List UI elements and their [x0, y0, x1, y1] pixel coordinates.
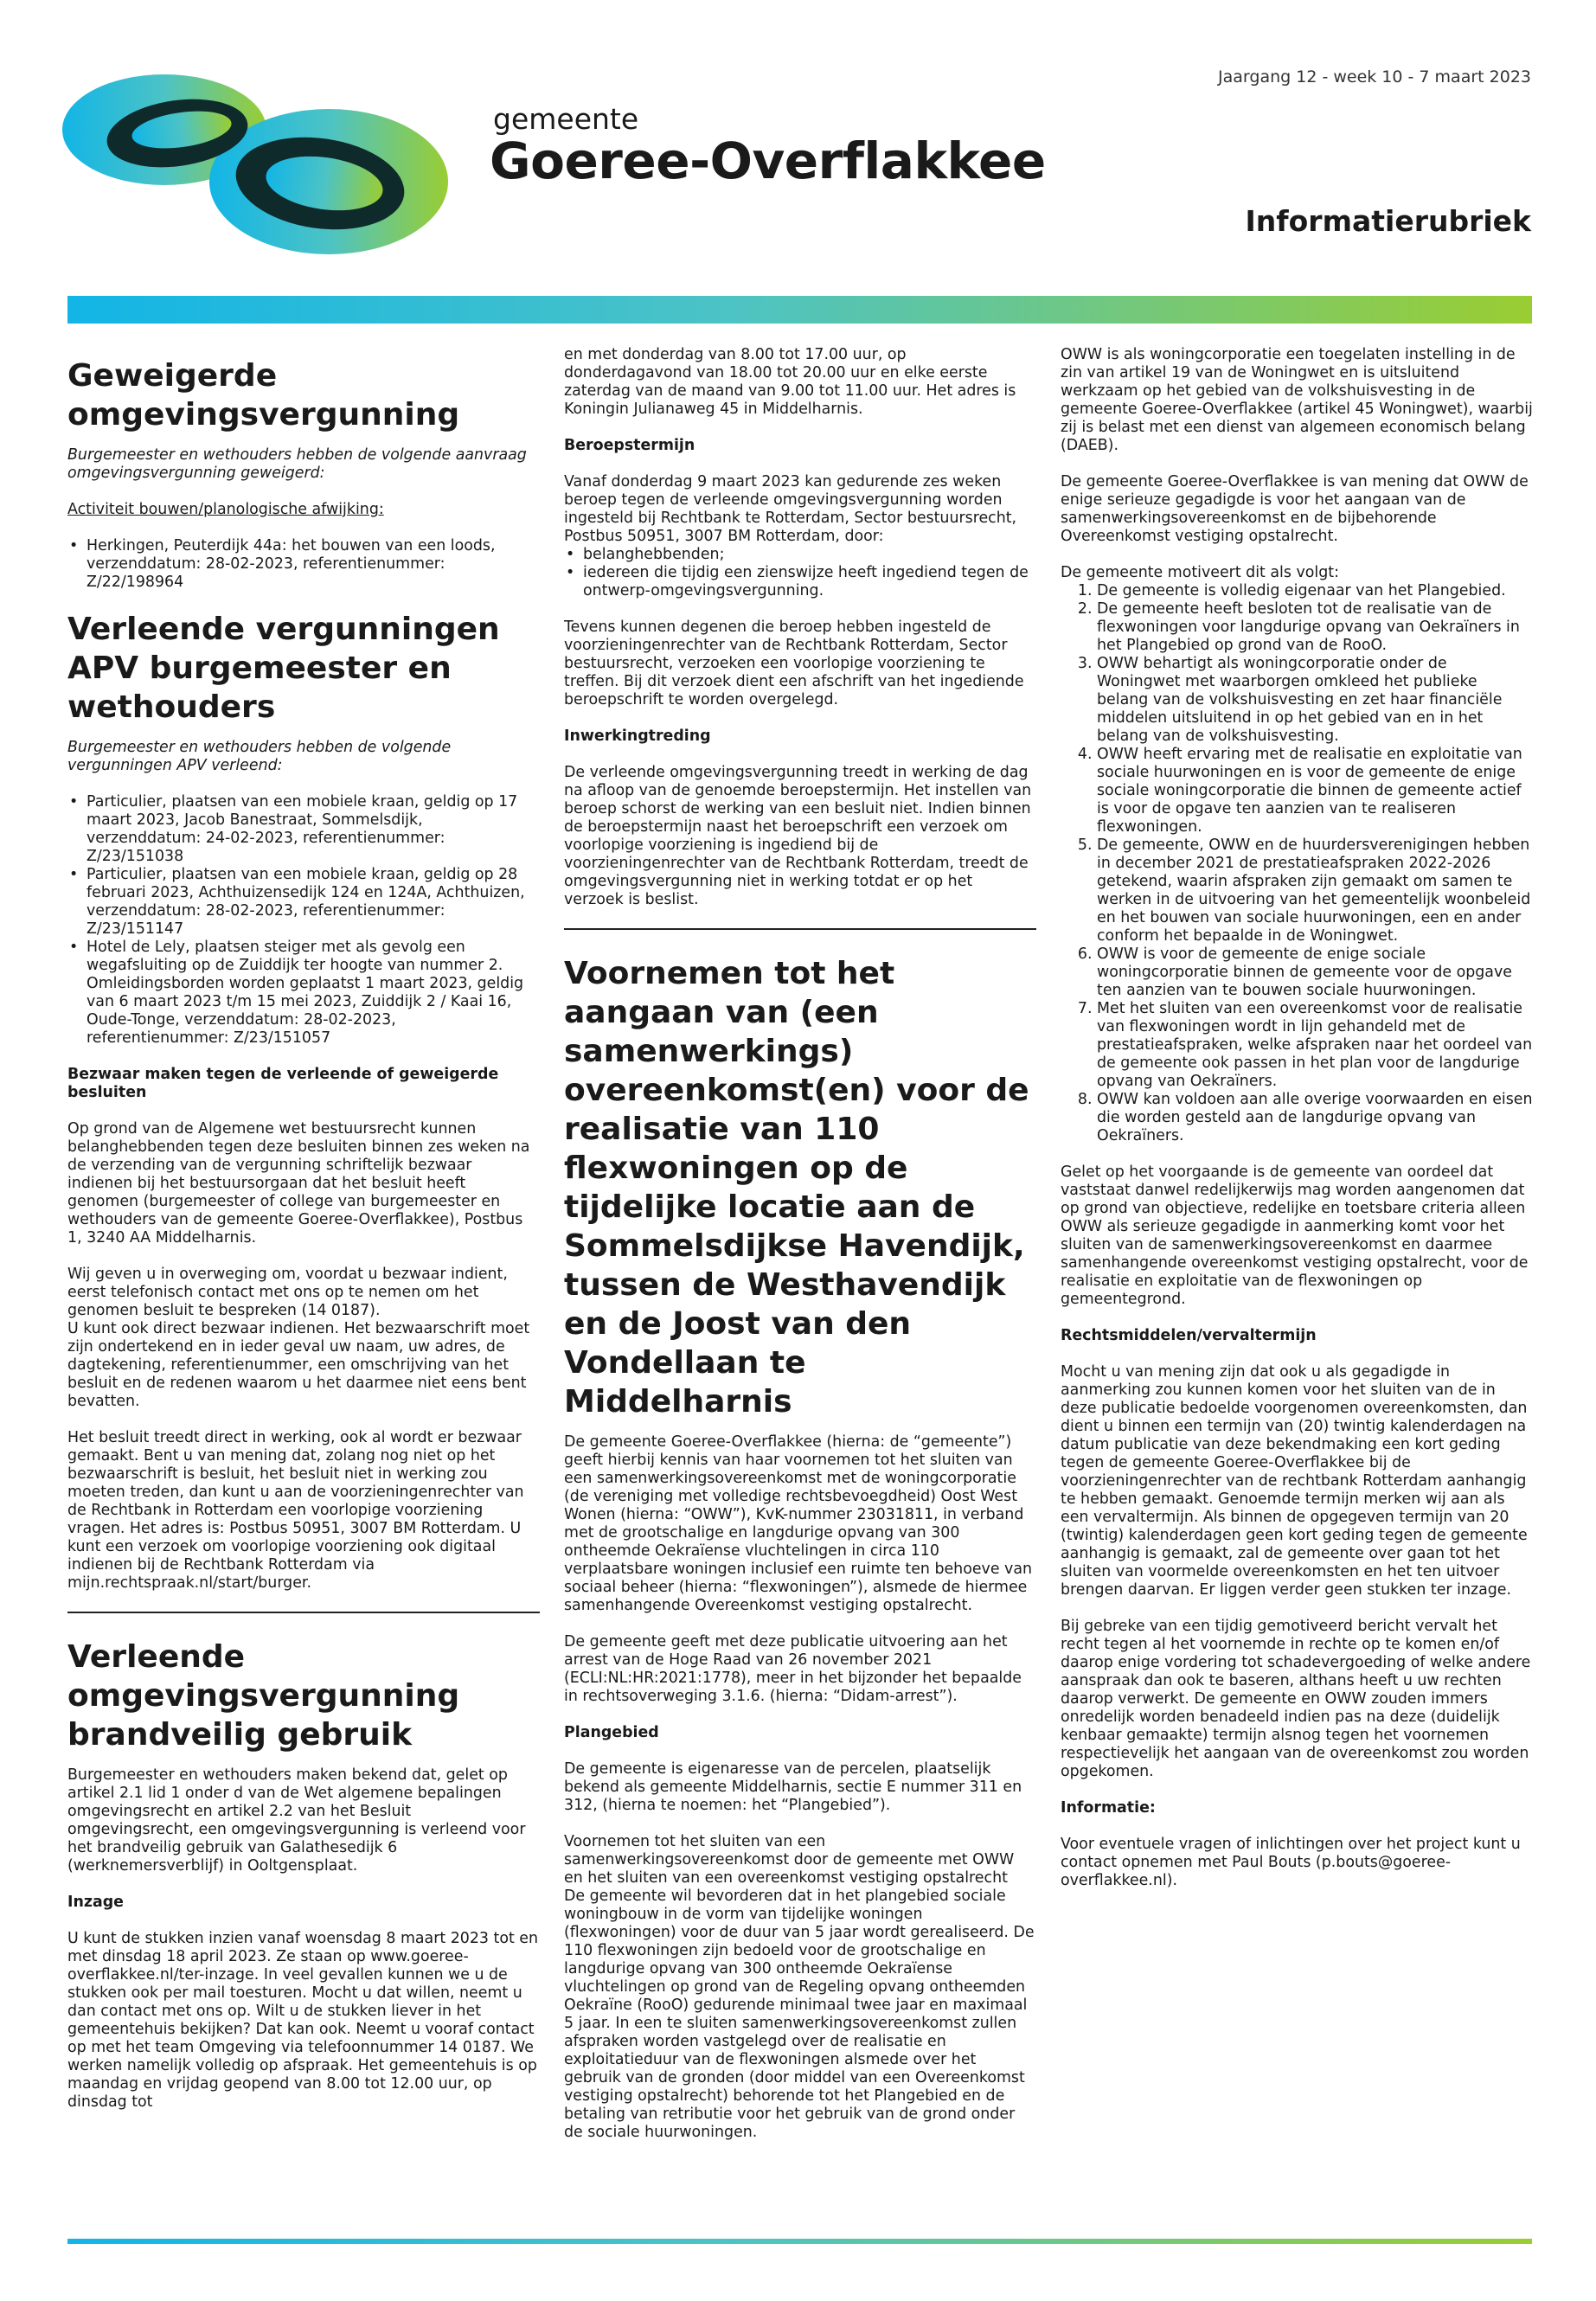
list-item: 3. OWW behartigt als woningcorporatie onder de Woningwet met waarborgen omkleed het publieke belang van de volkshuisvesting en zet haar financiële middelen uitsluitend in op het gebied van en in het belang van de volkshuisvesting.	[1097, 655, 1533, 746]
paragraph: Voor eventuele vragen of inlichtingen over het project kunt u contact opnemen met Paul Bouts (p.bouts@goeree-overflakkee.nl).	[1061, 1836, 1521, 1889]
paragraph: De gemeente motiveert dit als volgt:	[1061, 564, 1339, 581]
paragraph: Wij geven u in overweging om, voordat u bezwaar indient, eerst telefonisch contact met ons op te nemen om het genomen besluit te bespreken (14 0187).	[67, 1266, 508, 1319]
paragraph: Mocht u van mening zijn dat ook u als gegadigde in aanmerking zou kunnen komen voor het sluiten van de in deze publicatie bedoelde voorgenomen overeenkomsten, dan dient u binnen een termijn van (20) twintig kalenderdagen na datum publicatie van deze bekendmaking een kort geding tegen de gemeente Goeree-Overflakkee bij de voorzieningenrechter van de rechtbank Rotterdam aanhangig te hebben gemaakt. Genoemde termijn merken wij aan als een vervaltermijn. Als binnen de opgegeven termijn van 20 (twintig) kalenderdagen geen kort geding tegen de gemeente aanhangig is gemaakt, zal de gemeente over gaan tot het sluiten van voormelde overeenkomsten en het ten uitvoer brengen daarvan. Er liggen verder geen stukken ter inzage.	[1061, 1363, 1528, 1599]
brand-prefix: gemeente	[493, 102, 639, 136]
paragraph: U kunt de stukken inzien vanaf woensdag 8 maart 2023 tot en met dinsdag 18 april 2023. Ze staan op www.goeree-overflakkee.nl/ter-inzage. In veel gevallen kunnen we u de stukken ook per mail toesturen. Mocht u dat willen, neemt u dan contact met ons op. Wilt u de stukken liever in het gemeentehuis bekijken? Dat kan ook. Neemt u vooraf contact op met het team Omgeving via telefoonnummer 14 0187. We werken namelijk volledig op afspraak. Het gemeentehuis is op maandag en vrijdag geopend van 8.00 tot 12.00 uur, op dinsdag tot	[67, 1930, 539, 2111]
subheading: Beroepstermijn	[564, 437, 695, 454]
section-intro: Burgemeester en wethouders hebben de volgende vergunningen APV verleend:	[67, 739, 452, 774]
header-gradient-bar	[67, 296, 1532, 324]
paragraph: De gemeente geeft met deze publicatie uitvoering aan het arrest van de Hoge Raad van 26 november 2021 (ECLI:NL:HR:2021:1778), meer in het bijzonder het bepaalde in rechtsoverweging 3.1.6. (hierna: “Didam-arrest”).	[564, 1633, 1022, 1705]
paragraph: en met donderdag van 8.00 tot 17.00 uur, op donderdagavond van 18.00 tot 20.00 uur en elke eerste zaterdag van de maand van 9.00 tot 11.00 uur. Het adres is Koningin Julianaweg 45 in Middelharnis.	[564, 346, 1016, 418]
subheading: Inwerkingtreding	[564, 727, 711, 745]
list-item: 4. OWW heeft ervaring met de realisatie en exploitatie van sociale huurwoningen en is voor de gemeente de enige sociale woningcorporatie die binnen de gemeente actief is voor de opgave ten aanzien van te realiseren flexwoningen.	[1097, 746, 1533, 836]
list-item: 1. De gemeente is volledig eigenaar van het Plangebied.	[1097, 582, 1533, 600]
appeal-list	[564, 546, 1036, 600]
paragraph: U kunt ook direct bezwaar indienen. Het bezwaarschrift moet zijn ondertekend en in ieder geval uw naam, uw adres, de dagtekening, referentienummer, een omschrijving van het besluit en de redenen waarom u het daarmee niet eens bent bevatten.	[67, 1320, 530, 1410]
list-item: • iedereen die tijdig een zienswijze heeft ingediend tegen de ontwerp-omgevingsvergunning.	[583, 564, 1036, 600]
section-title: Verleende omgevingsvergunning brandveilig gebruik	[67, 1639, 460, 1753]
subheading: Plangebied	[564, 1724, 659, 1741]
paragraph: Op grond van de Algemene wet bestuursrecht kunnen belanghebbenden tegen deze besluiten binnen zes weken na de verzending van de vergunning schriftelijk bezwaar indienen bij het bestuursorgaan dat het besluit heeft genomen (burgemeester of college van burgemeester en wethouders van de gemeente Goeree-Overflakkee), Postbus 1, 3240 AA Middelharnis.	[67, 1120, 530, 1247]
list-item: 5. De gemeente, OWW en de huurdersverenigingen hebben in december 2021 de prestatieafspraken 2022-2026 getekend, waarin afspraken zijn gemaakt om samen te werken in de uitvoering van het gemeentelijk woonbeleid en het bouwen van sociale huurwoningen, een en ander conform het bepaalde in de Woningwet.	[1097, 836, 1533, 945]
apv-list	[67, 793, 540, 1048]
issue-info: Jaargang 12 - week 10 - 7 maart 2023	[1218, 67, 1531, 87]
section-title: Verleende vergunningen APV burgemeester en wethouders	[67, 612, 500, 725]
subheading: Inzage	[67, 1894, 124, 1911]
column-middle	[564, 346, 1036, 2160]
paragraph: Voornemen tot het sluiten van een samenwerkingsovereenkomst door de gemeente met OWW en het sluiten van een overeenkomst vestiging opstalrecht	[564, 1833, 1015, 1887]
paragraph: Vanaf donderdag 9 maart 2023 kan gedurende zes weken beroep tegen de verleende omgevingsvergunning worden ingesteld bij Rechtbank te Rotterdam, Sector bestuursrecht, Postbus 50951, 3007 BM Rotterdam, door:	[564, 473, 1017, 545]
section-divider	[564, 928, 1036, 930]
reasons-list	[1061, 582, 1533, 1145]
list-item: • Hotel de Lely, plaatsen steiger met als gevolg een wegafsluiting op de Zuiddijk ter hoogte van nummer 2. Omleidingsborden worden geplaatst 1 maart 2023, geldig van 6 maart 2023 t/m 15 mei 2023, Zuiddijk 2 / Kaai 16, Oude-Tonge, verzenddatum: 28-02-2023, referentienummer: Z/23/151057	[87, 939, 540, 1048]
paragraph: De gemeente Goeree-Overflakkee (hierna: de “gemeente”) geeft hierbij kennis van haar voornemen tot het sluiten van een samenwerkingsovereenkomst met de woningcorporatie (de vereniging met volledige rechtsbevoegdheid) Oost West Wonen (hierna: “OWW”), KvK-nummer 23031811, in verband met de grootschalige en langdurige opvang van 300 ontheemde Oekraïense vluchtelingen in circa 110 verplaatsbare woningen inclusief een ruimte ten behoeve van sociaal beheer (hierna: “flexwoningen”), alsmede de hiermee samenhangende Overeenkomst vestiging opstalrecht.	[564, 1433, 1033, 1614]
list-item: • Particulier, plaatsen van een mobiele kraan, geldig op 28 februari 2023, Achthuizensedijk 124 en 124A, Achthuizen, verzenddatum: 28-02-2023, referentienummer: Z/23/151147	[87, 866, 540, 939]
rubric-title: Informatierubriek	[1245, 204, 1531, 238]
paragraph: OWW is als woningcorporatie een toegelaten instelling in de zin van artikel 19 van de Woningwet en is uitsluitend werkzaam op het gebied van de volkshuisvesting in de gemeente Goeree-Overflakkee (artikel 45 Woningwet), waarbij zij is belast met een dienst van algemeen economisch belang (DAEB).	[1061, 346, 1533, 454]
subheading: Informatie:	[1061, 1799, 1156, 1817]
subheading: Bezwaar maken tegen de verleende of geweigerde besluiten	[67, 1066, 499, 1101]
section-intro: Burgemeester en wethouders hebben de volgende aanvraag omgevingsvergunning geweigerd:	[67, 446, 527, 482]
section-title: Geweigerde omgevingsvergunning	[67, 358, 460, 433]
paragraph: De gemeente is eigenaresse van de percelen, plaatselijk bekend als gemeente Middelharnis, sectie E nummer 311 en 312, (hierna te noemen: het “Plangebied”).	[564, 1760, 1022, 1814]
refused-list	[67, 537, 540, 592]
list-item: • Herkingen, Peuterdijk 44a: het bouwen van een loods, verzenddatum: 28-02-2023, referentienummer: Z/22/198964	[87, 537, 540, 592]
footer-gradient-bar	[67, 2239, 1532, 2244]
activity-label: Activiteit bouwen/planologische afwijking:	[67, 501, 384, 518]
list-item: 6. OWW is voor de gemeente de enige sociale woningcorporatie binnen de gemeente voor de opgave ten aanzien van te bouwen sociale huurwoningen.	[1097, 945, 1533, 1000]
paragraph: De gemeente wil bevorderen dat in het plangebied sociale woningbouw in de vorm van tijdelijke woningen (flexwoningen) voor de duur van 5 jaar wordt gerealiseerd. De 110 flexwoningen zijn bedoeld voor de grootschalige en langdurige opvang van 300 ontheemde Oekraïense vluchtelingen op grond van de Regeling opvang ontheemden Oekraïne (RooO) gedurende minimaal twee jaar en maximaal 5 jaar. In een te sluiten samenwerkingsovereenkomst zullen afspraken worden vastgelegd over de realisatie en exploitatieduur van de flexwoningen alsmede over het gebruik van de gronden (door middel van een Overeenkomst vestiging opstalrecht) behorende tot het Plangebied en de betaling van retributie voor het gebruik van de grond onder de sociale huurwoningen.	[564, 1888, 1035, 2141]
paragraph: Tevens kunnen degenen die beroep hebben ingesteld de voorzieningenrechter van de Rechtbank Rotterdam, Sector bestuursrecht, verzoeken een voorlopige voorziening te treffen. Bij dit verzoek dient een afschrift van het ingediende beroepschrift te worden overgelegd.	[564, 619, 1024, 708]
brand-name: Goeree-Overflakkee	[490, 131, 1046, 190]
paragraph: Het besluit treedt direct in werking, ook al wordt er bezwaar gemaakt. Bent u van mening dat, zolang nog niet op het bezwaarschrift is besluit, het besluit niet in werking zou moeten treden, dan kunt u aan de voorzieningenrechter van de Rechtbank in Rotterdam een voorlopige voorziening vragen. Het adres is: Postbus 50951, 3007 BM Rotterdam. U kunt een verzoek om voorlopige voorziening ook digitaal indienen bij de Rechtbank Rotterdam via mijn.rechtspraak.nl/start/burger.	[67, 1429, 524, 1592]
column-left	[67, 346, 540, 2130]
list-item: • Particulier, plaatsen van een mobiele kraan, geldig op 17 maart 2023, Jacob Banestraat, Sommelsdijk, verzenddatum: 24-02-2023, referentienummer: Z/23/151038	[87, 793, 540, 866]
list-item: 7. Met het sluiten van een overeenkomst voor de realisatie van flexwoningen wordt in lijn gehandeld met de prestatieafspraken, welke afspraken naar het oordeel van de gemeente ook passen in het plan voor de langdurige opvang van Oekraïners.	[1097, 1000, 1533, 1091]
list-item: 8. OWW kan voldoen aan alle overige voorwaarden en eisen die worden gesteld aan de langdurige opvang van Oekraïners.	[1097, 1091, 1533, 1145]
list-item: • belanghebbenden;	[583, 546, 1036, 564]
paragraph: Bij gebreke van een tijdig gemotiveerd bericht vervalt het recht tegen al het voornemde in rechte op te komen en/of daarop enige vordering tot schadevergoeding of welke andere aanspraak dan ook te baseren, althans heeft u uw rechten daarop verwerkt. De gemeente en OWW zouden immers onredelijk worden benadeeld indien pas na deze (duidelijk kenbaar gemaakte) termijn alsnog tegen het voornemen respectievelijk het aangaan van de overeenkomst zou worden opgekomen.	[1061, 1618, 1531, 1780]
paragraph: Burgemeester en wethouders maken bekend dat, gelet op artikel 2.1 lid 1 onder d van de Wet algemene bepalingen omgevingsrecht en artikel 2.2 van het Besluit omgevingsrecht, een omgevingsvergunning is verleend voor het brandveilig gebruik van Galathesedijk 6 (werknemersverblijf) in Ooltgensplaat.	[67, 1766, 526, 1875]
paragraph: Gelet op het voorgaande is de gemeente van oordeel dat vaststaat danwel redelijkerwijs mag worden aangenomen dat op grond van objectieve, redelijke en toetsbare criteria alleen OWW als serieuze gegadigde in aanmerking komt voor het sluiten van de samenwerkingsovereenkomst en daarmee samenhangende overeenkomst vestiging opstalrecht, voor de realisatie en exploitatie van de flexwoningen op gemeentegrond.	[1061, 1163, 1529, 1308]
column-right	[1061, 346, 1533, 1908]
municipality-logo-icon	[61, 69, 450, 255]
subheading: Rechtsmiddelen/vervaltermijn	[1061, 1327, 1317, 1344]
section-title: Voornemen tot het aangaan van (een samenwerkings) overeenkomst(en) voor de realisatie van 110 flexwoningen op de tijdelijke locatie aan de Sommelsdijkse Havendijk, tussen de Westhavendijk en de Joost van den Vondellaan te Middelharnis	[564, 956, 1029, 1420]
list-item: 2. De gemeente heeft besloten tot de realisatie van de flexwoningen voor langdurige opvang van Oekraïners in het Plangebied op grond van de RooO.	[1097, 600, 1533, 655]
section-divider	[67, 1612, 540, 1613]
paragraph: De verleende omgevingsvergunning treedt in werking de dag na afloop van de genoemde beroepstermijn. Het instellen van beroep schorst de werking van een besluit niet. Indien binnen de beroepstermijn naast het beroepschrift een verzoek om voorlopige voorziening is ingediend bij de voorzieningenrechter van de Rechtbank Rotterdam, treedt de omgevingsvergunning niet in werking totdat er op het verzoek is beslist.	[564, 764, 1032, 908]
paragraph: De gemeente Goeree-Overflakkee is van mening dat OWW de enige serieuze gegadigde is voor het aangaan van de samenwerkingsovereenkomst en de bijbehorende Overeenkomst vestiging opstalrecht.	[1061, 473, 1529, 545]
